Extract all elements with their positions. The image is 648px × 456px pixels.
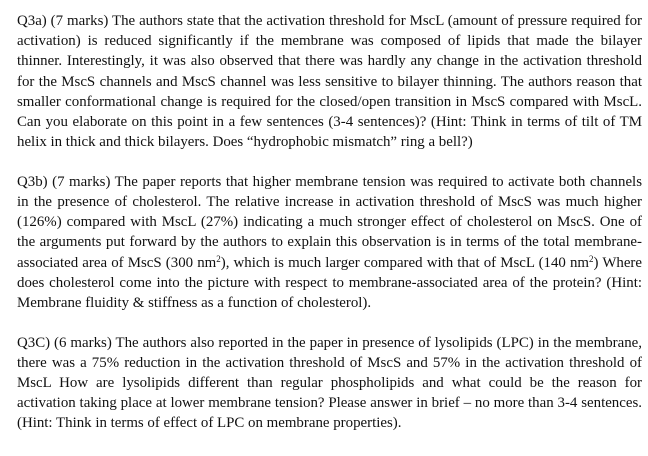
document-page [17,11,642,434]
question-3b [17,172,642,313]
superscript-2: 2 [589,253,594,264]
question-3b-text-part3: ) Where does cholesterol come into the picture with respect to membrane-associated area of the protein? (Hint: Membrane fluidity & stiffness as a function of cholesterol). [17,254,643,312]
superscript-2: 2 [216,253,221,264]
question-3b-text-part2: ), which is much larger compared with that of MscL (140 nm [220,254,590,271]
question-3b-text-part1: Q3b) (7 marks) The paper reports that higher membrane tension was required to activate both channels in the presence of cholesterol. The relative increase in activation threshold of MscS was much higher (126%) compared with MscL (27%) indicating a much stronger effect of cholesterol on MscS. One of the arguments put forward by the authors to explain this observation is in terms of the total membrane-associated area of MscS (300 nm [17,173,642,271]
question-3a-text: Q3a) (7 marks) The authors state that the activation threshold for MscL (amount of pressure required for activation) is reduced significantly if the membrane was composed of lipids that made the bilayer thinner. Interestingly, it was also observed that there was hardly any change in the activation threshold for the MscS channels and MscS channel was less sensitive to bilayer thinning. The authors reason that smaller conformational change is required for the closed/open transition in MscS compared with MscL. Can you elaborate on this point in a few sentences (3-4 sentences)? (Hint: Think in terms of tilt of TM helix in thick and thick bilayers. Does “hydrophobic mismatch” ring a bell?) [17,13,642,151]
question-3c [17,333,642,434]
question-3c-text: Q3C) (6 marks) The authors also reported in the paper in presence of lysolipids (LPC) in the membrane, there was a 75% reduction in the activation threshold of MscS and 57% in the activation threshold of MscL How are lysolipids different than regular phospholipids and what could be the reason for activation taking place at lower membrane tension? Please answer in brief – no more than 3-4 sentences. (Hint: Think in terms of effect of LPC on membrane properties). [17,334,642,432]
question-3a [17,11,642,152]
